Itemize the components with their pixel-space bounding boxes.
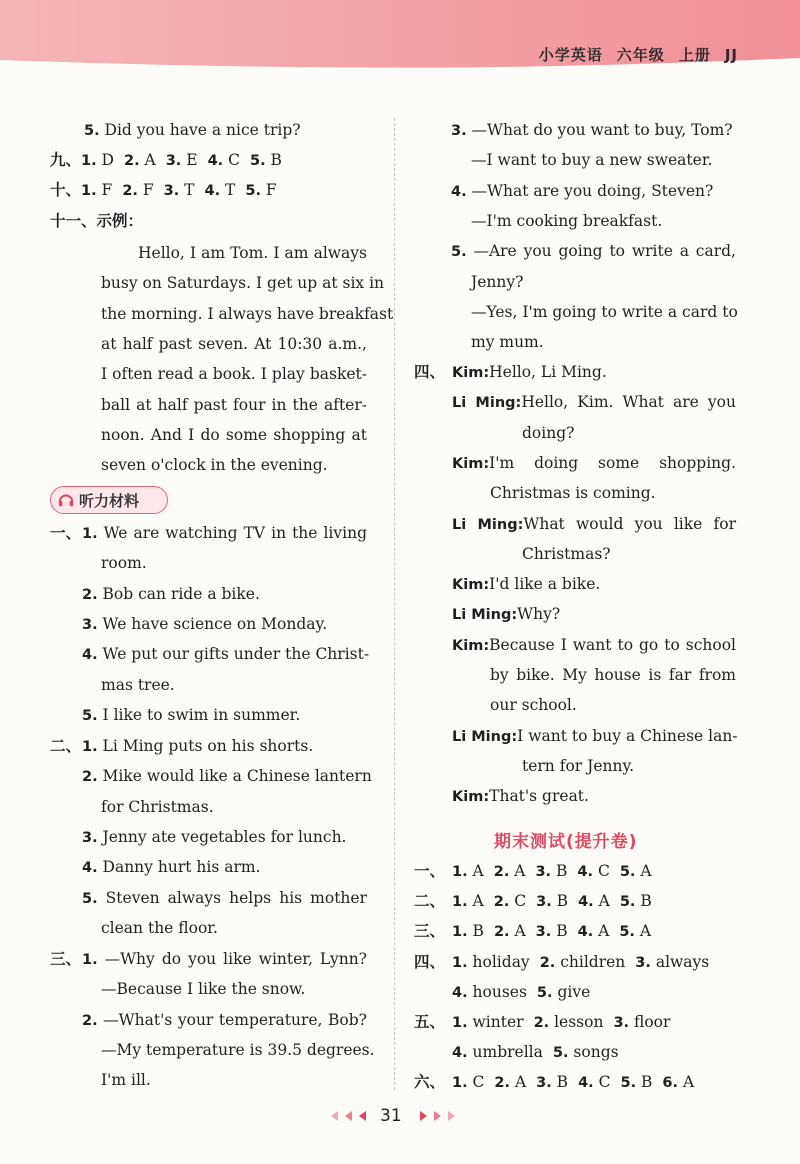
dialogue-text: Christmas is coming. <box>490 484 656 503</box>
listening-line <box>101 1039 375 1061</box>
answer-value: F <box>260 181 277 199</box>
line-text: —What's your temperature, Bob? <box>97 1010 367 1029</box>
item-number: 4. <box>82 647 98 664</box>
answer-row <box>50 179 277 202</box>
item-number: 1. <box>452 955 468 971</box>
item-number: 3. <box>82 829 98 846</box>
dialogue-text: Christmas? <box>522 544 611 563</box>
item-number: 2. <box>494 1075 511 1091</box>
dialogue-line <box>490 664 736 686</box>
listening-line <box>101 552 147 574</box>
listening-line <box>82 826 347 849</box>
dialogue-line <box>452 785 589 808</box>
listening-line <box>471 271 523 293</box>
item-number: 4. <box>207 153 224 169</box>
section-number <box>414 890 445 912</box>
exam-answer-row <box>452 981 590 1004</box>
item-number: 3. <box>451 123 467 139</box>
listening-material-label: 听力材料 <box>79 492 140 510</box>
item-number: 1. <box>452 1015 468 1031</box>
speaker-name: Kim: <box>452 577 490 594</box>
listening-line <box>101 917 218 939</box>
listening-line <box>101 1069 151 1091</box>
answer-value: A <box>635 862 652 880</box>
item-number: 4. <box>452 985 468 1001</box>
answer-value: songs <box>568 1043 619 1061</box>
listening-line <box>82 1009 367 1032</box>
item-number: 5. <box>619 894 636 910</box>
essay-line: busy on Saturdays. I get up at six in <box>101 274 385 293</box>
item-number: 3. <box>536 1075 552 1091</box>
answer-value: A <box>593 892 610 910</box>
answer-value: B <box>551 862 568 880</box>
book-info <box>525 44 738 65</box>
listening-line <box>82 522 367 545</box>
section-number <box>414 1071 445 1093</box>
final-exam-title: 期末测试(提升卷) <box>494 832 638 852</box>
answer-value: B <box>551 1073 569 1091</box>
speaker-name: Li Ming: <box>452 395 522 412</box>
section-number-text: 二、 <box>414 892 446 910</box>
page-number: 31 <box>380 1106 402 1126</box>
section-number <box>50 522 81 544</box>
item-number: 5. <box>82 707 98 724</box>
dialogue-text: Why? <box>517 605 561 624</box>
item-number: 3. <box>535 924 552 940</box>
dialogue-line <box>452 391 736 414</box>
line-text: my mum. <box>471 333 544 352</box>
edition: JJ <box>724 46 738 64</box>
dialogue-text: our school. <box>490 696 577 715</box>
answer-value: B <box>551 892 569 910</box>
listening-material-tag <box>50 486 168 514</box>
answer-row <box>50 149 282 172</box>
line-text: clean the floor. <box>101 918 218 937</box>
item-number: 2. <box>493 924 510 940</box>
answer-value: A <box>593 922 610 940</box>
answer-value: D <box>96 151 114 169</box>
dialogue-line <box>452 452 736 475</box>
dialogue-text: That's great. <box>489 787 589 806</box>
section-number-text: 六、 <box>414 1073 446 1091</box>
item-number: 3. <box>165 153 182 169</box>
dialogue-text: tern for Jenny. <box>522 756 635 775</box>
listening-line <box>82 735 313 758</box>
line-text: We are watching TV in the living <box>97 524 367 542</box>
item-number: 4. <box>204 183 221 199</box>
dialogue-text: Hello, Li Ming. <box>489 363 607 381</box>
section-number: 十、 <box>50 181 82 199</box>
speaker-name: Kim: <box>452 637 490 654</box>
listening-line <box>82 948 367 971</box>
answer-value: C <box>509 892 527 910</box>
item-number: 2. <box>123 153 140 169</box>
item-number: 4. <box>578 1075 594 1091</box>
listening-line <box>471 149 712 171</box>
item-number: 2. <box>82 1012 98 1029</box>
item-number: 5. <box>82 890 98 907</box>
answer-value: C <box>593 1073 611 1091</box>
exam-answer-row <box>452 1011 670 1034</box>
item-number: 3. <box>635 955 651 971</box>
item-number: 4. <box>577 864 594 880</box>
item-number: 4. <box>578 894 594 910</box>
line-text: I like to swim in summer. <box>97 705 301 724</box>
essay-line: Hello, I am Tom. I am always <box>138 244 367 262</box>
essay-line: the morning. I always have breakfast <box>101 304 394 323</box>
listening-line <box>101 674 175 696</box>
answer-value: holiday <box>467 953 530 971</box>
listening-line <box>101 978 305 1000</box>
section-number <box>414 920 445 942</box>
listening-line <box>82 765 372 788</box>
item-number: 5. <box>552 1045 569 1061</box>
listening-line <box>471 210 662 232</box>
item-number: 2. <box>82 769 98 786</box>
item-number: 5. <box>619 864 636 880</box>
section-number <box>414 860 445 882</box>
line-text: —Why do you like winter, Lynn? <box>97 950 367 968</box>
exam-answer-row <box>452 890 652 913</box>
exam-answer-row <box>452 951 709 974</box>
grade: 六年级 <box>616 46 665 64</box>
essay-line: at half past seven. At 10:30 a.m., <box>101 334 367 353</box>
item-number: 5. <box>249 153 266 169</box>
answer-value: A <box>509 922 526 940</box>
item-number: 1. <box>81 183 97 199</box>
dialogue-line <box>522 543 611 565</box>
answer-value: F <box>96 181 113 199</box>
section-number-text: 三、 <box>50 950 82 968</box>
answer-value: A <box>467 892 484 910</box>
line-text: room. <box>101 554 147 573</box>
section-number <box>414 361 445 383</box>
item-number: 3. <box>535 864 552 880</box>
example-label: 示例： <box>96 212 144 230</box>
line-text: Li Ming puts on his shorts. <box>97 737 314 755</box>
answer-value: T <box>220 181 236 199</box>
dialogue-line <box>452 603 560 626</box>
answer-value: floor <box>629 1013 671 1031</box>
speaker-name: Kim: <box>452 365 490 381</box>
item-number: 3. <box>82 616 98 633</box>
speaker-name: Li Ming: <box>452 728 518 745</box>
line-text: —My temperature is 39.5 degrees. <box>101 1040 375 1059</box>
listening-line <box>82 887 367 910</box>
item-number: 2. <box>493 864 510 880</box>
section-number <box>50 735 81 757</box>
dialogue-text: by bike. My house is far from <box>490 666 736 684</box>
listening-line <box>451 119 733 142</box>
answer-value: children <box>555 953 626 971</box>
line-text: —What are you doing, Steven? <box>466 181 714 200</box>
item-number: 2. <box>533 1015 550 1031</box>
line-text: for Christmas. <box>101 797 214 816</box>
listening-line <box>82 583 260 606</box>
answer-value: F <box>137 181 154 199</box>
page-footer <box>330 1104 470 1128</box>
listening-line <box>101 796 214 818</box>
item-number: 2. <box>82 586 98 603</box>
prev-arrows-icon <box>330 1110 372 1122</box>
line-text: —Yes, I'm going to write a card to <box>471 302 738 321</box>
section-number-text: 一、 <box>50 524 82 542</box>
item-number: 3. <box>536 894 552 910</box>
item-number: 5. <box>536 985 553 1001</box>
answer-value: B <box>636 1073 653 1091</box>
section-number: 九、 <box>50 151 82 169</box>
section-number-text: 四、 <box>414 953 446 971</box>
item-number: 3. <box>613 1015 630 1031</box>
section-number-text: 二、 <box>50 737 82 755</box>
answer-text: Did you have a nice trip? <box>99 121 301 139</box>
exam-answer-row <box>452 860 652 883</box>
dialogue-text: I'd like a bike. <box>489 575 601 594</box>
dialogue-line <box>522 422 574 444</box>
section-number <box>50 948 81 970</box>
answer-value: B <box>551 922 568 940</box>
line-text: I'm ill. <box>101 1071 151 1090</box>
item-number: 4. <box>452 1045 468 1061</box>
answer-value: A <box>678 1073 695 1091</box>
line-text: Steven always helps his mother <box>97 888 367 907</box>
answer-value: C <box>593 862 610 880</box>
line-text: Mike would like a Chinese lantern <box>97 767 372 786</box>
answer-value: T <box>179 181 195 199</box>
example-heading <box>50 210 143 232</box>
essay-line: ball at half past four in the after- <box>101 395 367 414</box>
section-number <box>414 951 445 973</box>
item-number: 2. <box>493 894 510 910</box>
line-text: Jenny? <box>471 272 524 291</box>
exam-answer-row <box>452 1071 694 1094</box>
item-number: 1. <box>82 739 98 755</box>
dialogue-text: Hello, Kim. What are you <box>521 393 736 412</box>
listening-line <box>451 240 736 263</box>
answer-value: give <box>552 983 591 1001</box>
next-arrows-icon <box>416 1110 458 1122</box>
answer-value: A <box>510 1073 527 1091</box>
item-number: 1. <box>82 952 98 968</box>
item-number: 2. <box>539 955 556 971</box>
item-number: 5. <box>451 244 467 261</box>
item-number: 6. <box>662 1075 679 1091</box>
answer-value: C <box>223 151 240 169</box>
item-number: 1. <box>82 526 98 542</box>
essay-line: I often read a book. I play basket- <box>101 365 367 384</box>
listening-line <box>82 704 300 727</box>
answer-value: A <box>467 862 484 880</box>
answer-value: houses <box>467 983 527 1001</box>
dialogue-line <box>490 482 656 504</box>
dialogue-line <box>452 361 607 384</box>
item-number: 3. <box>163 183 180 199</box>
line-text: Danny hurt his arm. <box>97 858 261 877</box>
answer-value: B <box>265 151 282 169</box>
dialogue-text: I'm doing some shopping. <box>489 453 736 472</box>
dialogue-text: I want to buy a Chinese lan- <box>517 726 738 745</box>
subject: 小学英语 <box>538 46 603 64</box>
listening-line <box>82 643 370 666</box>
line-text: mas tree. <box>101 675 175 694</box>
item-number: 4. <box>82 860 98 877</box>
section-number-text: 四、 <box>414 363 446 381</box>
listening-line <box>471 301 736 323</box>
listening-line <box>451 180 713 203</box>
item-number: 5. <box>619 924 635 940</box>
essay-line: noon. And I do some shopping at <box>101 425 367 444</box>
exam-answer-row <box>452 920 651 943</box>
speaker-name: Li Ming: <box>452 516 524 533</box>
speaker-name: Kim: <box>452 455 490 472</box>
line-text: Bob can ride a bike. <box>97 584 260 603</box>
line-text: Jenny ate vegetables for lunch. <box>97 827 347 846</box>
answer-value: winter <box>467 1013 524 1031</box>
answer-value: A <box>509 862 526 880</box>
dialogue-text: doing? <box>522 423 575 442</box>
line-text: —Because I like the snow. <box>101 980 306 999</box>
headphones-icon <box>57 491 75 509</box>
line-text: —Are you going to write a card, <box>466 242 736 261</box>
answer-value: umbrella <box>467 1043 543 1061</box>
item-number: 1. <box>452 924 468 940</box>
answer-value: E <box>181 151 198 169</box>
item-number: 1. <box>452 864 468 880</box>
item-number: 5. <box>620 1075 637 1091</box>
answer-value: B <box>635 892 652 910</box>
item-number: 1. <box>452 1075 468 1091</box>
item-number: 1. <box>81 153 97 169</box>
dialogue-line <box>452 513 736 536</box>
line-text: —I want to buy a new sweater. <box>471 151 713 170</box>
section-number-text: 三、 <box>414 922 446 940</box>
item-number: 5. <box>84 123 100 139</box>
dialogue-line <box>522 755 634 777</box>
essay-line: seven o'clock in the evening. <box>101 456 328 475</box>
listening-line <box>82 856 260 879</box>
section-number-text: 五、 <box>414 1013 446 1031</box>
line-text: We put our gifts under the Christ- <box>97 645 370 664</box>
answer-value: B <box>467 922 484 940</box>
column-divider <box>394 118 395 1090</box>
answer-value: A <box>634 922 652 940</box>
exam-answer-row <box>452 1041 619 1064</box>
item-number: 5. <box>245 183 261 199</box>
dialogue-line <box>452 634 736 657</box>
item-number: 1. <box>452 894 468 910</box>
section-number: 十一、 <box>50 212 97 230</box>
listening-line <box>82 613 327 636</box>
listening-line <box>471 331 544 353</box>
volume: 上册 <box>678 46 711 64</box>
dialogue-text: Because I want to go to school <box>489 635 736 654</box>
item-number: 2. <box>122 183 138 199</box>
line-text: We have science on Monday. <box>97 614 328 633</box>
speaker-name: Li Ming: <box>452 607 518 624</box>
dialogue-line <box>452 573 600 596</box>
answer-value: always <box>650 953 710 971</box>
line-text: —What do you want to buy, Tom? <box>466 121 733 139</box>
answer-value: lesson <box>549 1013 604 1031</box>
dialogue-line <box>490 694 577 716</box>
line-text: —I'm cooking breakfast. <box>471 211 663 230</box>
answer-value: C <box>467 1073 485 1091</box>
item-number: 4. <box>577 924 594 940</box>
answer-line <box>84 119 301 142</box>
section-number-text: 一、 <box>414 862 446 880</box>
item-number: 4. <box>451 183 467 200</box>
speaker-name: Kim: <box>452 789 490 806</box>
dialogue-line <box>452 725 736 748</box>
answer-value: A <box>139 151 156 169</box>
dialogue-text: What would you like for <box>523 514 736 533</box>
section-number <box>414 1011 445 1033</box>
